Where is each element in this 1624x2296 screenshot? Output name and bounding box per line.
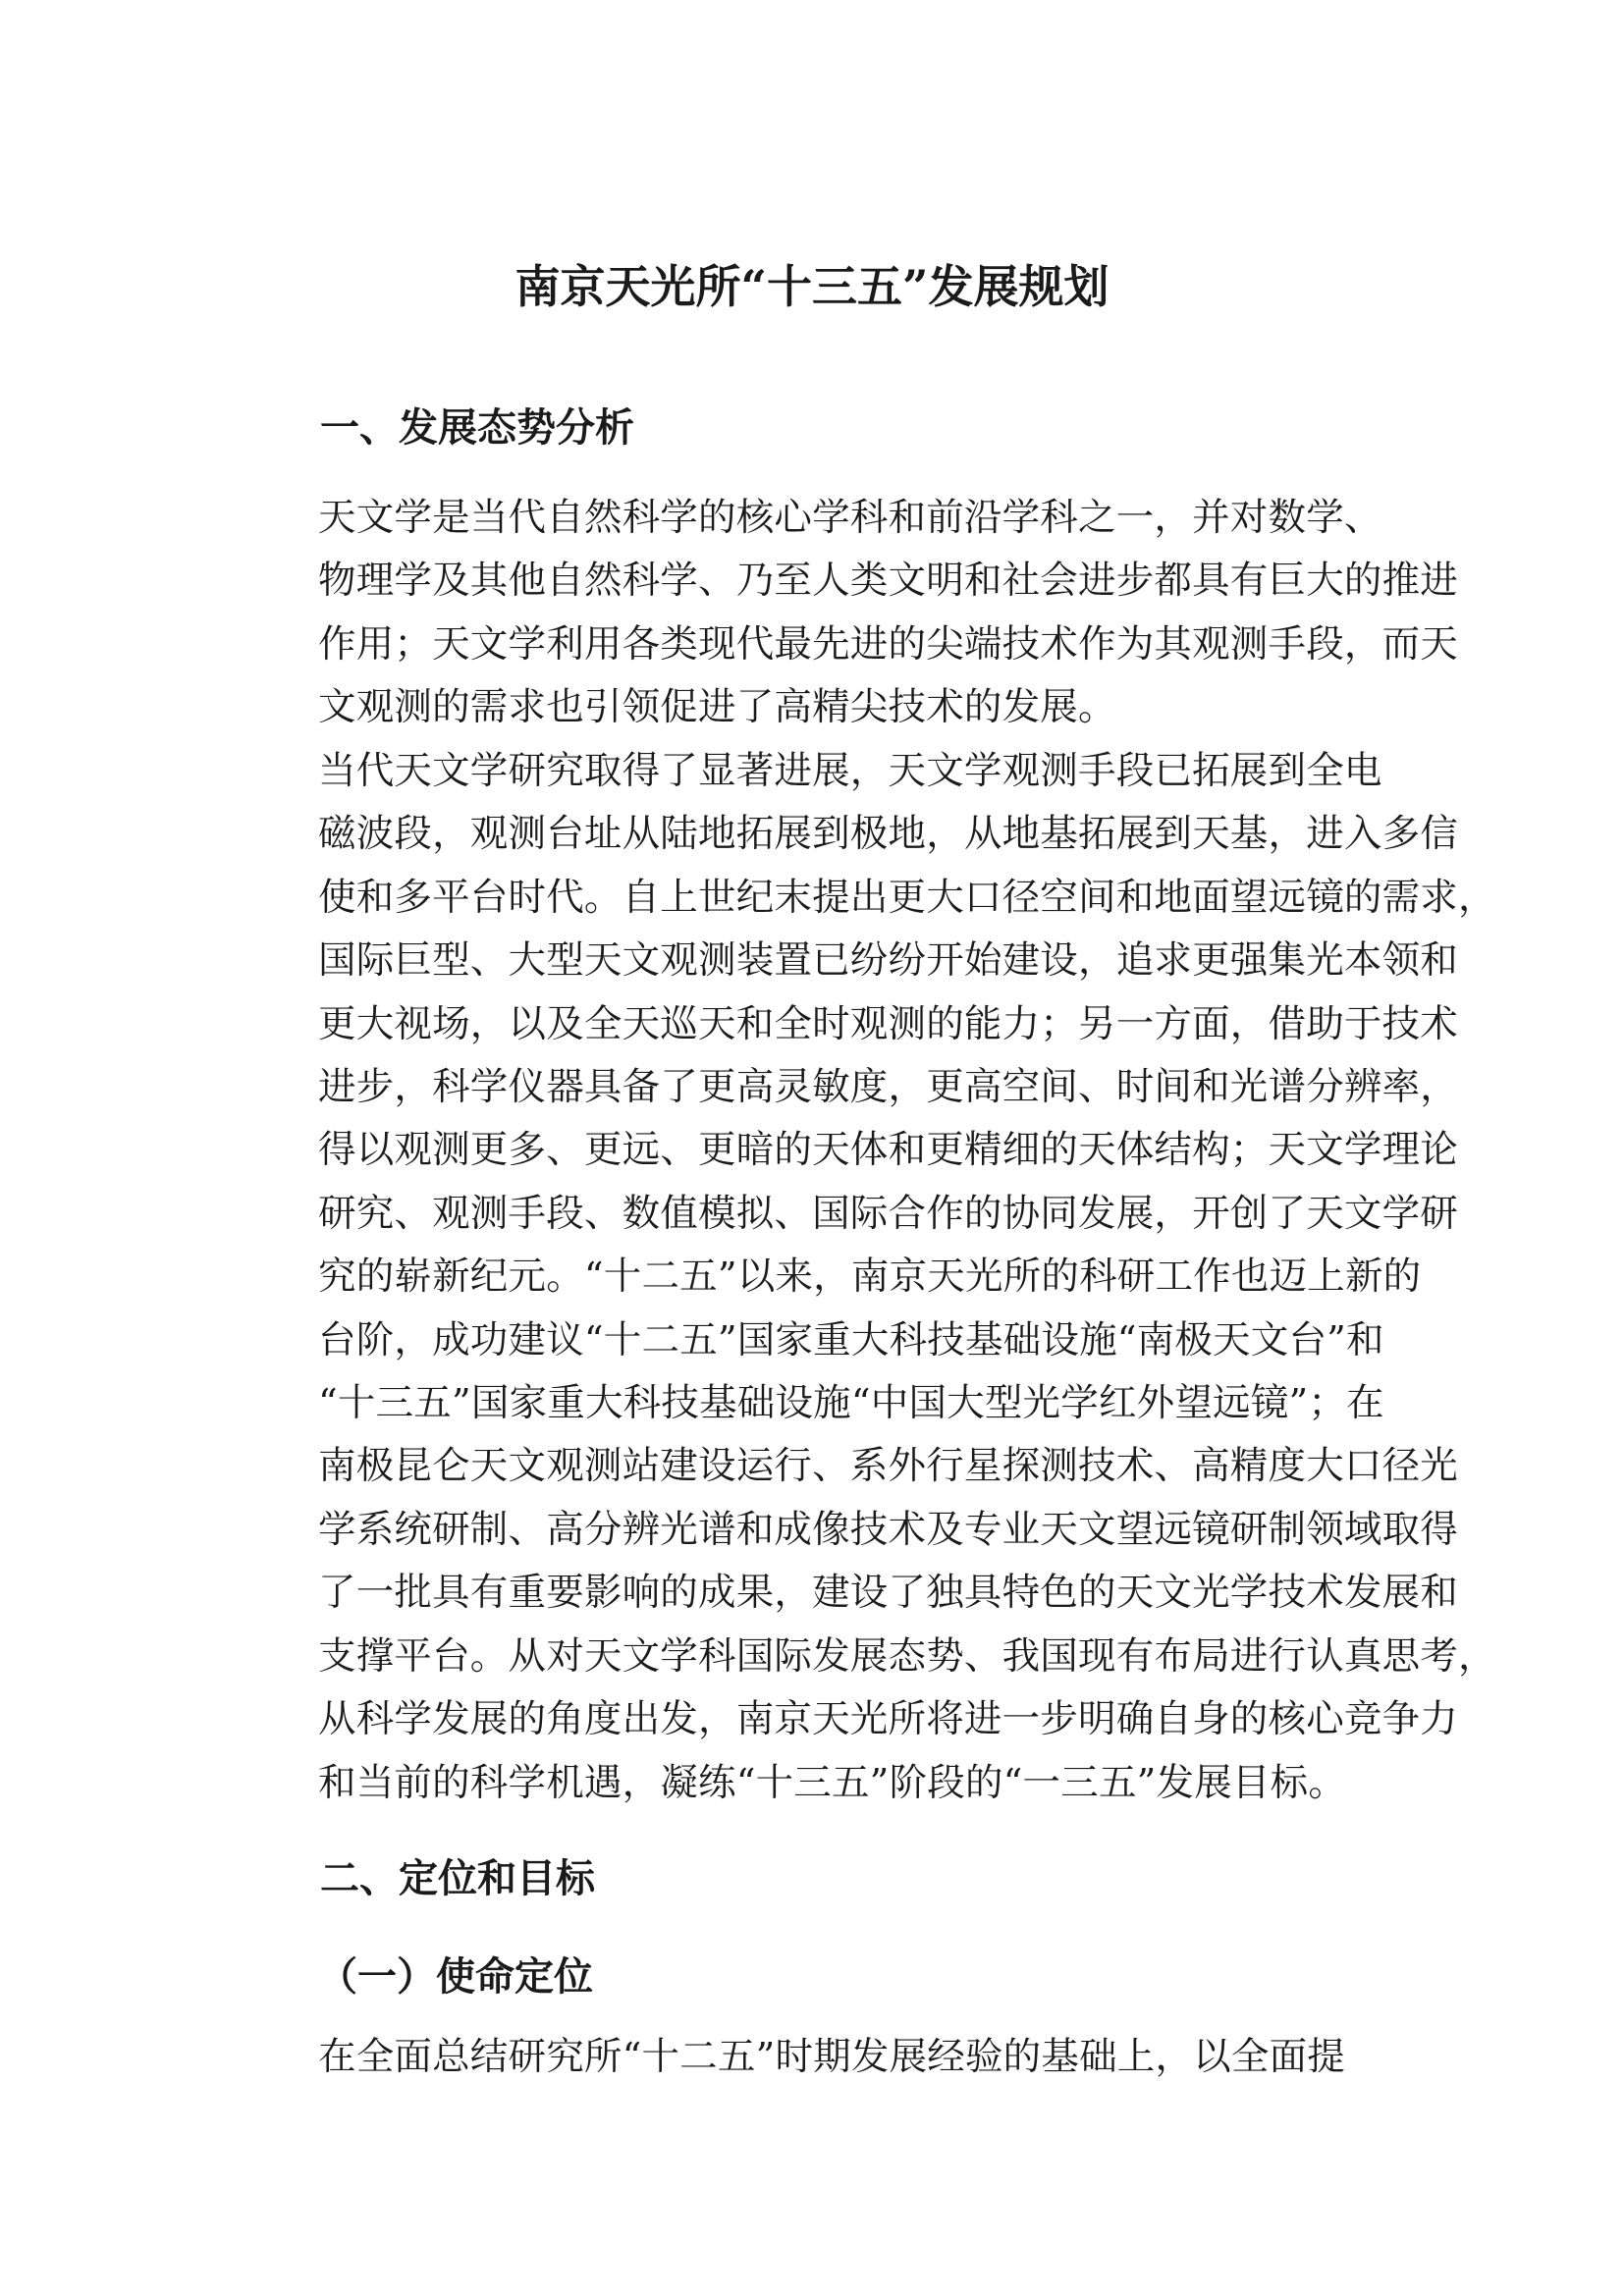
paragraph-line: 作用；天文学利用各类现代最先进的尖端技术作为其观测手段，而天 [318,621,1459,667]
paragraph-line: 了一批具有重要影响的成果，建设了独具特色的天文光学技术发展和 [318,1571,1459,1616]
document-title: 南京天光所“十三五”发展规划 [514,260,1110,313]
paragraph-line: 国际巨型、大型天文观测装置已纷纷开始建设，追求更强集光本领和 [318,938,1459,984]
paragraph-3 [241,2026,1389,2089]
paragraph-line: 进步，科学仪器具备了更高灵敏度，更高空间、时间和光谱分辨率， [318,1065,1459,1110]
paragraph-line: 学系统研制、高分辨光谱和成像技术及专业天文望远镜研制领域取得 [318,1507,1459,1552]
paragraph-line: 南极昆仑天文观测站建设运行、系外行星探测技术、高精度大口径光 [318,1444,1459,1489]
paragraph-1 [241,487,1459,740]
paragraph-line: 从科学发展的角度出发，南京天光所将进一步明确自身的核心竞争力 [318,1697,1459,1742]
paragraph-2 [241,740,1496,1815]
paragraph-line: “十三五”国家重大科技基础设施“中国大型光学红外望远镜”；在 [318,1381,1384,1426]
paragraph-line: 物理学及其他自然科学、乃至人类文明和社会进步都具有巨大的推进 [318,559,1459,604]
paragraph-line: 使和多平台时代。自上世纪末提出更大口径空间和地面望远镜的需求， [318,875,1496,920]
paragraph-line: 和当前的科学机遇，凝练“十三五”阶段的“一三五”发展目标。 [318,1760,1347,1805]
paragraph-line: 当代天文学研究取得了显著进展，天文学观测手段已拓展到全电 [318,749,1382,793]
paragraph-line: 究的崭新纪元。“十二五”以来，南京天光所的科研工作也迈上新的 [318,1255,1422,1300]
paragraph-line: 得以观测更多、更远、更暗的天体和更精细的天体结构；天文学理论 [318,1128,1459,1173]
section-heading-1: 一、发展态势分析 [320,405,634,451]
paragraph-line: 文观测的需求也引领促进了高精尖技术的发展。 [318,685,1116,730]
paragraph-line: 天文学是当代自然科学的核心学科和前沿学科之一，并对数学、 [318,496,1382,540]
paragraph-line: 研究、观测手段、数值模拟、国际合作的协同发展，开创了天文学研 [318,1191,1459,1236]
paragraph-line: 磁波段，观测台址从陆地拓展到极地，从地基拓展到天基，进入多信 [318,812,1459,857]
section-heading-2: 二、定位和目标 [320,1856,595,1901]
paragraph-line: 支撑平台。从对天文学科国际发展态势、我国现有布局进行认真思考， [318,1633,1496,1679]
paragraph-line: 更大视场，以及全天巡天和全时观测的能力；另一方面，借助于技术 [318,1001,1459,1046]
paragraph-line: 在全面总结研究所“十二五”时期发展经验的基础上，以全面提 [318,2035,1345,2079]
subsection-heading-1: （一）使命定位 [318,1954,593,2000]
paragraph-line: 台阶，成功建议“十二五”国家重大科技基础设施“南极天文台”和 [318,1317,1384,1362]
